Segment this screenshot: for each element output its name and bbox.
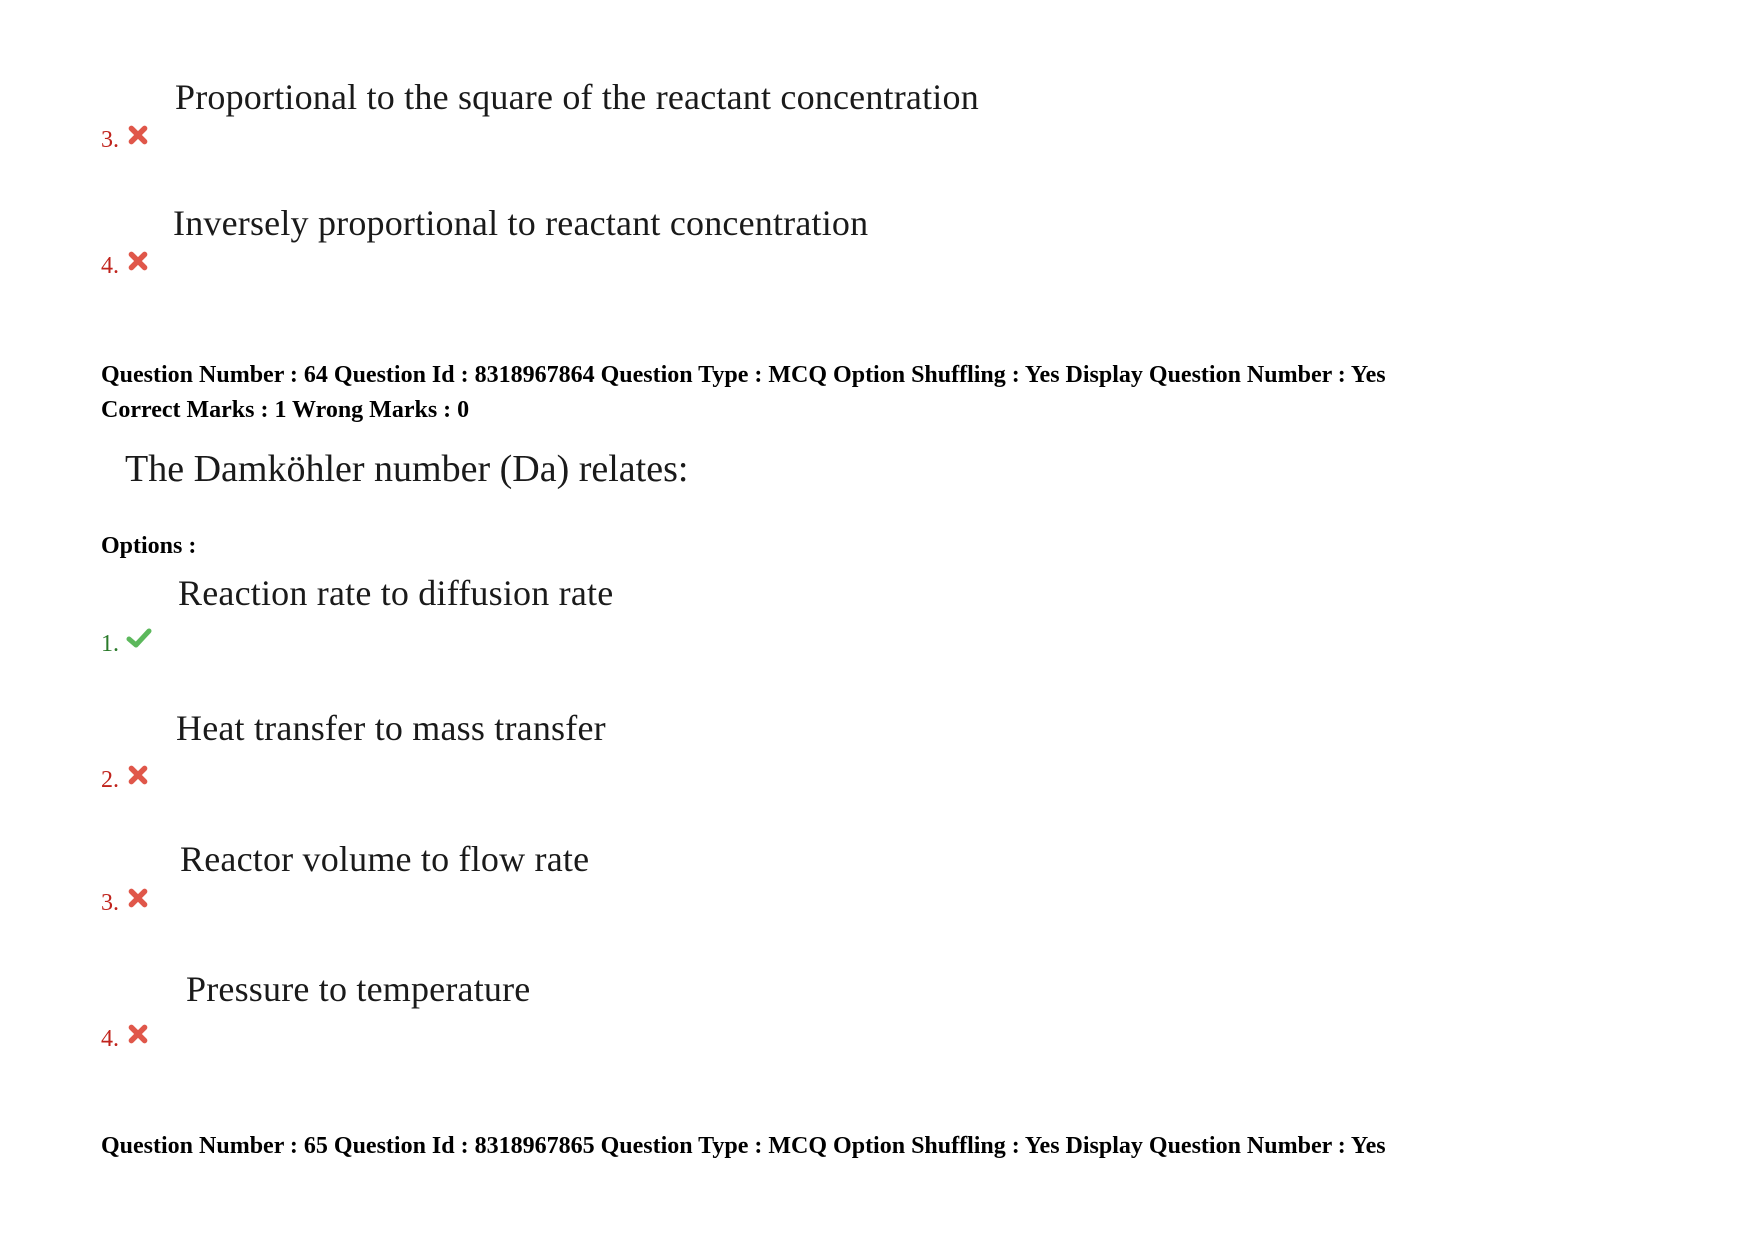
options-label: Options : [101,533,197,559]
option-number: 3. [101,890,119,916]
cross-icon [127,764,149,786]
cross-icon [127,887,149,909]
option-number: 4. [101,1026,119,1052]
cross-icon [127,250,149,272]
option-text: Inversely proportional to reactant concentration [173,203,869,243]
option-text: Proportional to the square of the reactant concentration [175,77,979,117]
option-text: Heat transfer to mass transfer [176,708,606,748]
cross-icon [127,124,149,146]
option-number: 1. [101,631,119,657]
cross-icon [127,1023,149,1045]
check-icon [126,627,152,649]
option-number: 3. [101,127,119,153]
question-text: The Damköhler number (Da) relates: [125,448,689,490]
option-number: 4. [101,253,119,279]
option-text: Pressure to temperature [186,969,531,1009]
option-text: Reactor volume to flow rate [180,839,590,879]
option-number: 2. [101,767,119,793]
question-meta-line1: Question Number : 64 Question Id : 8318967864 Question Type : MCQ Option Shuffling : Yes Display Question Number : Yes [101,362,1386,388]
option-text: Reaction rate to diffusion rate [178,573,614,613]
question-meta-line1: Question Number : 65 Question Id : 8318967865 Question Type : MCQ Option Shuffling : Yes Display Question Number : Yes [101,1133,1386,1159]
question-meta-line2: Correct Marks : 1 Wrong Marks : 0 [101,397,470,423]
